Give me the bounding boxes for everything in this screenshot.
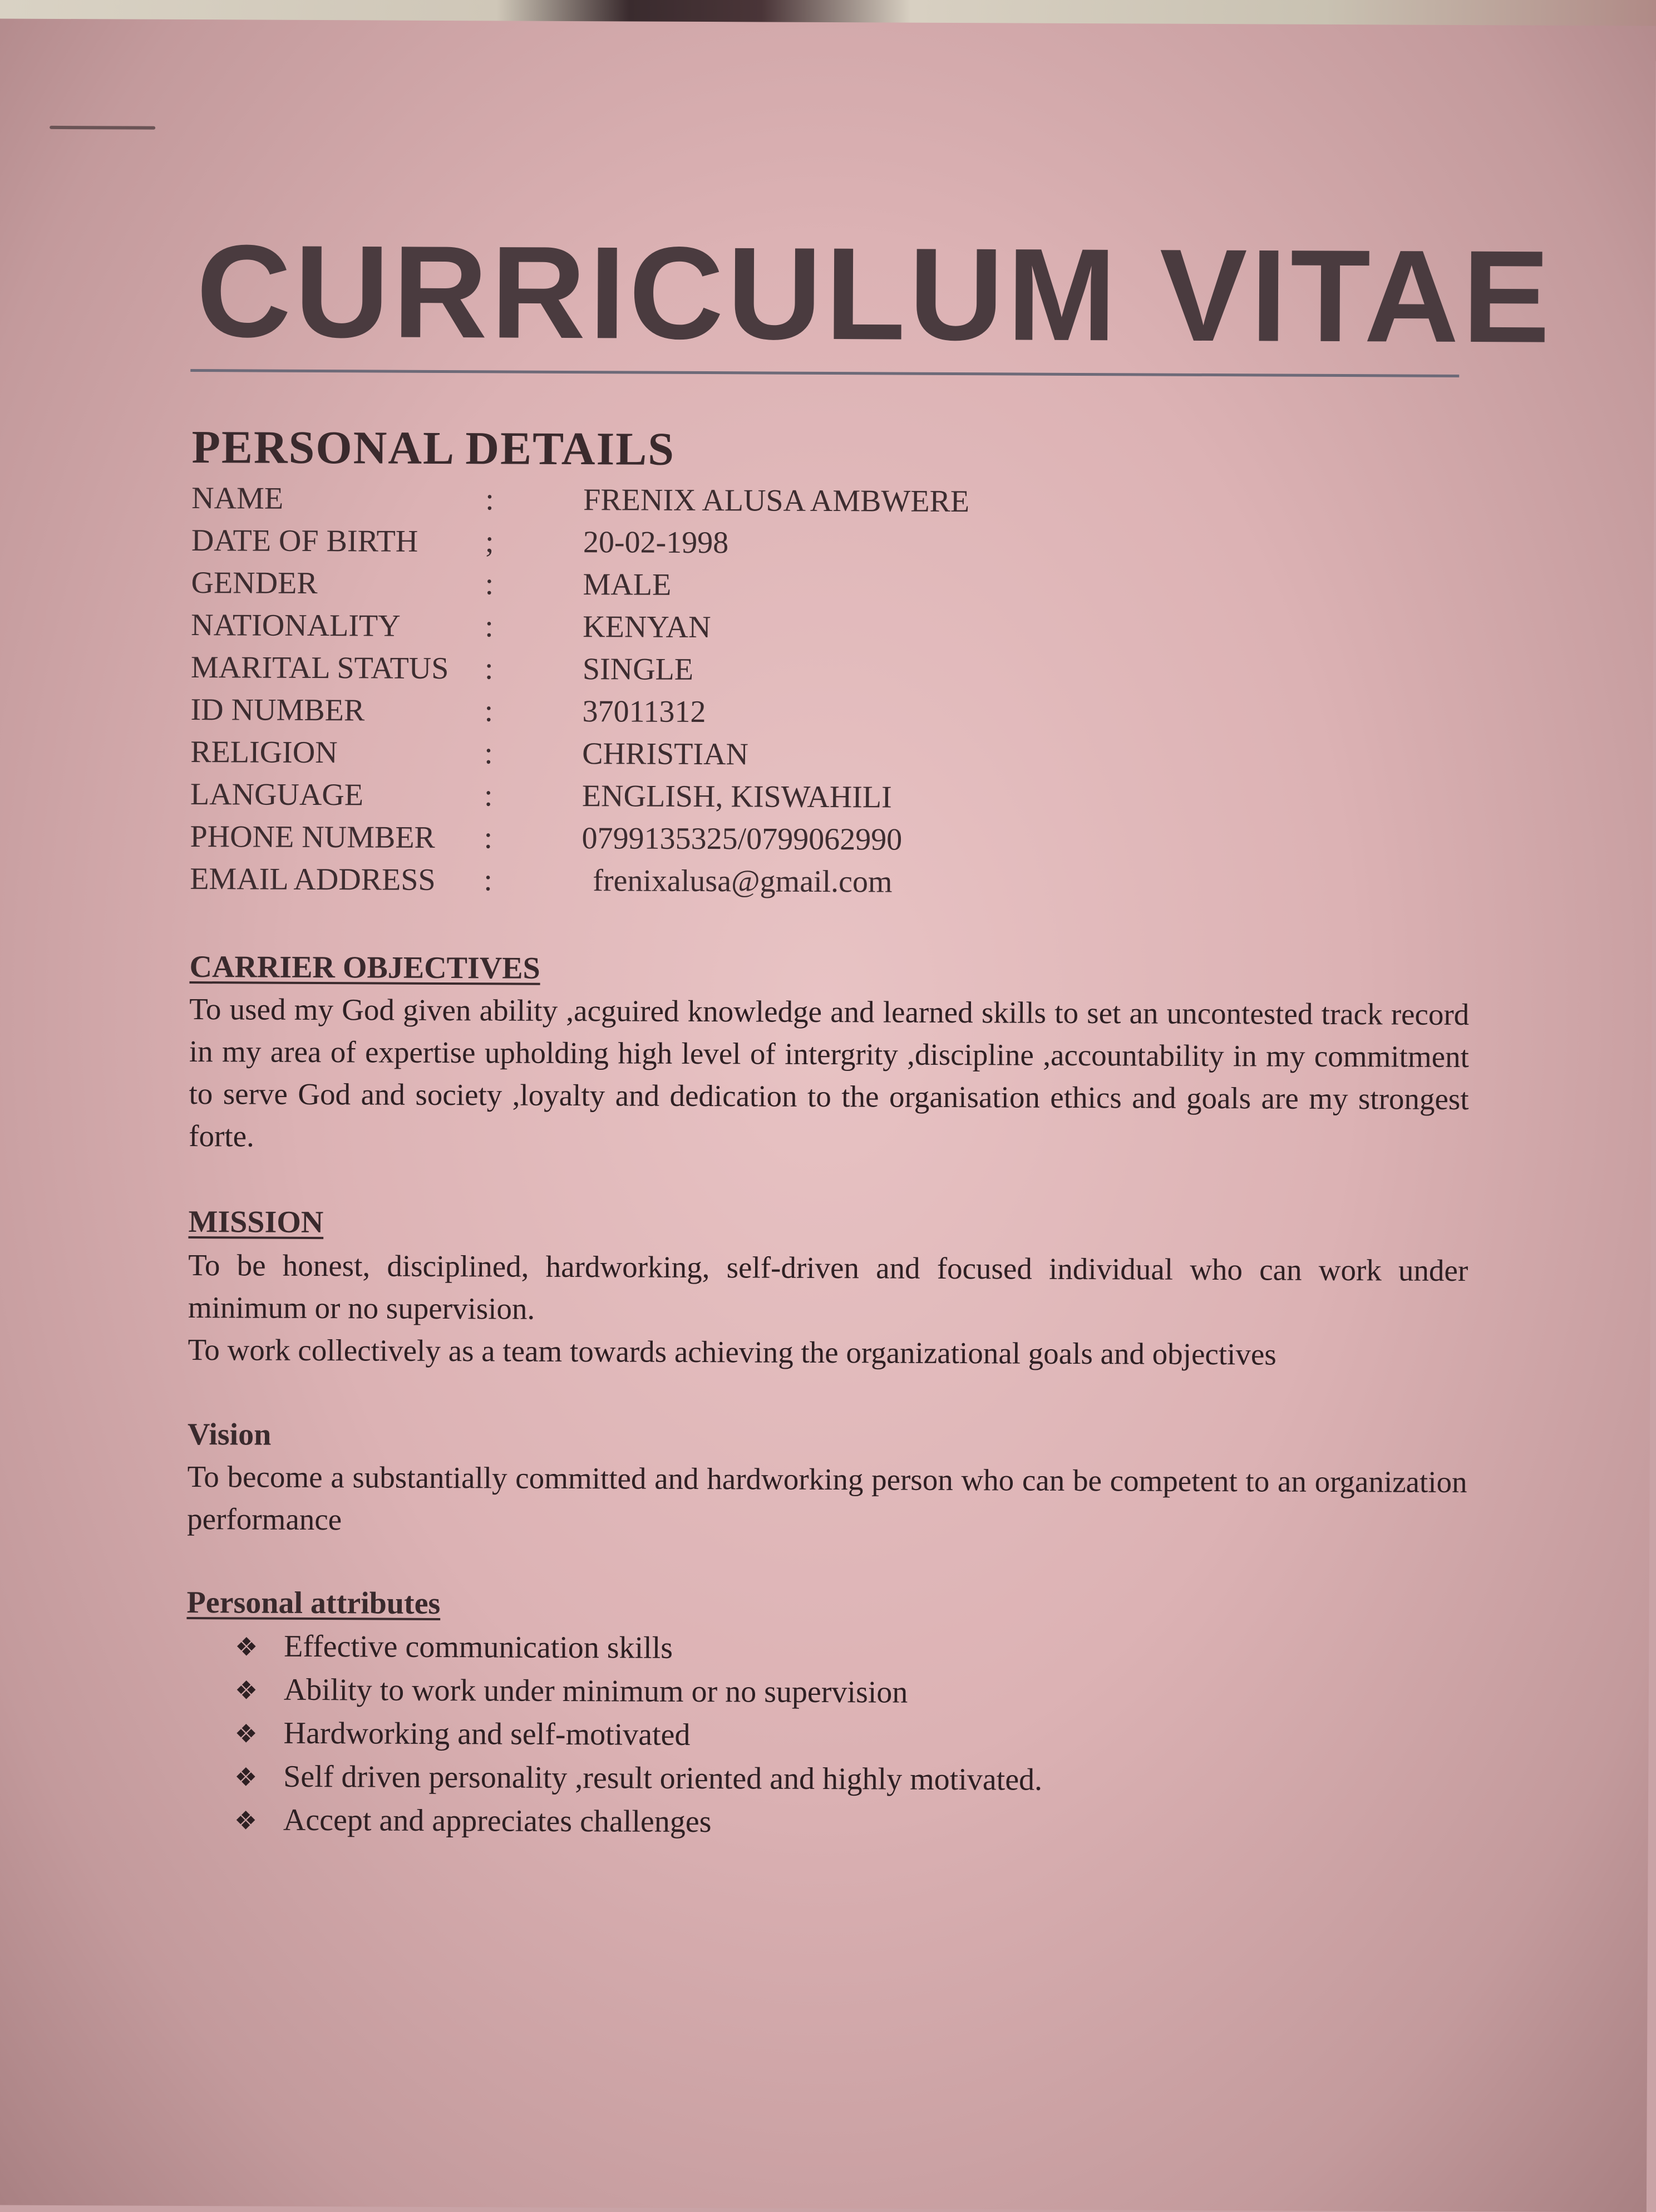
mission-heading: MISSION (188, 1204, 323, 1240)
detail-label: RELIGION (190, 734, 338, 770)
detail-label: LANGUAGE (190, 776, 363, 813)
detail-value: FRENIX ALUSA AMBWERE (583, 482, 969, 519)
mission-paragraph: To be honest, disciplined, hardworking, self-driven and focused individual who can work under minimum or no supervision. (188, 1244, 1468, 1334)
detail-value: KENYAN (583, 609, 711, 645)
detail-separator: : (484, 778, 493, 813)
detail-separator: : (484, 862, 492, 898)
attribute-text: Accept and appreciates challenges (283, 1802, 712, 1840)
diamond-bullet-icon: ❖ (234, 1758, 258, 1795)
cv-paper-sheet (0, 19, 1656, 2212)
vision-heading: Vision (188, 1417, 272, 1453)
personal-attributes-list (234, 1628, 235, 1845)
detail-label: NATIONALITY (191, 607, 401, 644)
detail-value: 37011312 (582, 694, 706, 730)
personal-attributes-heading: Personal attributes (186, 1585, 440, 1621)
title-divider (190, 369, 1459, 377)
diamond-bullet-icon: ❖ (234, 1715, 258, 1752)
detail-row-email-address (190, 861, 1470, 909)
attribute-text: Hardworking and self-motivated (283, 1715, 690, 1753)
detail-label: MARITAL STATUS (191, 650, 449, 686)
detail-row-language (190, 776, 1470, 824)
detail-separator: : (485, 566, 494, 602)
detail-label: DATE OF BIRTH (191, 523, 418, 559)
detail-value: frenixalusa@gmail.com (593, 863, 893, 899)
personal-details-table (190, 480, 1471, 909)
carrier-objectives-heading: CARRIER OBJECTIVES (189, 949, 540, 986)
detail-separator: : (485, 481, 494, 517)
detail-separator: : (484, 820, 492, 856)
margin-mark (50, 126, 155, 130)
detail-separator: : (484, 693, 493, 729)
document-title: CURRICULUM VITAE (196, 225, 1553, 363)
detail-value: 20-02-1998 (583, 524, 729, 561)
detail-label: NAME (191, 480, 283, 517)
detail-value: MALE (583, 567, 671, 603)
attribute-text: Ability to work under minimum or no supervision (284, 1672, 908, 1710)
detail-row-nationality (191, 607, 1471, 655)
diamond-bullet-icon: ❖ (234, 1802, 258, 1839)
detail-value: ENGLISH, KISWAHILI (582, 778, 892, 815)
detail-separator: : (485, 651, 494, 686)
detail-value: 0799135325/0799062990 (581, 820, 902, 858)
detail-row-name (191, 480, 1471, 528)
diamond-bullet-icon: ❖ (235, 1628, 258, 1665)
detail-row-religion (190, 734, 1470, 782)
mission-paragraph: To work collectively as a team towards achieving the organizational goals and objectives (188, 1329, 1467, 1377)
detail-separator: : (484, 735, 493, 771)
detail-row-gender (191, 565, 1471, 613)
detail-row-marital-status (191, 650, 1471, 697)
detail-row-id-number (190, 692, 1470, 740)
personal-details-heading: PERSONAL DETAILS (191, 420, 675, 476)
detail-separator: ; (485, 524, 494, 559)
attribute-text: Self driven personality ,result oriented and highly motivated. (283, 1759, 1042, 1798)
detail-label: GENDER (191, 565, 317, 601)
diamond-bullet-icon: ❖ (235, 1672, 258, 1708)
detail-value: CHRISTIAN (582, 736, 748, 772)
detail-value: SINGLE (583, 651, 693, 687)
detail-row-date-of-birth (191, 523, 1471, 571)
attribute-text: Effective communication skills (284, 1629, 673, 1666)
carrier-objectives-text: To used my God given ability ,acguired knowledge and learned skills to set an uncontested track record in my area of expertise upholding high level of intergrity ,discipline ,accountability in my commitment to serve God and society ,loyalty and dedication to the organisation ethics and goals are my strongest forte. (189, 988, 1469, 1163)
vision-text: To become a substantially committed and hardworking person who can be competent to an organization performance (187, 1456, 1467, 1546)
detail-separator: : (485, 608, 494, 644)
detail-label: ID NUMBER (190, 692, 364, 728)
detail-label: PHONE NUMBER (190, 819, 435, 856)
detail-label: EMAIL ADDRESS (190, 861, 436, 898)
detail-row-phone-number (190, 819, 1470, 867)
